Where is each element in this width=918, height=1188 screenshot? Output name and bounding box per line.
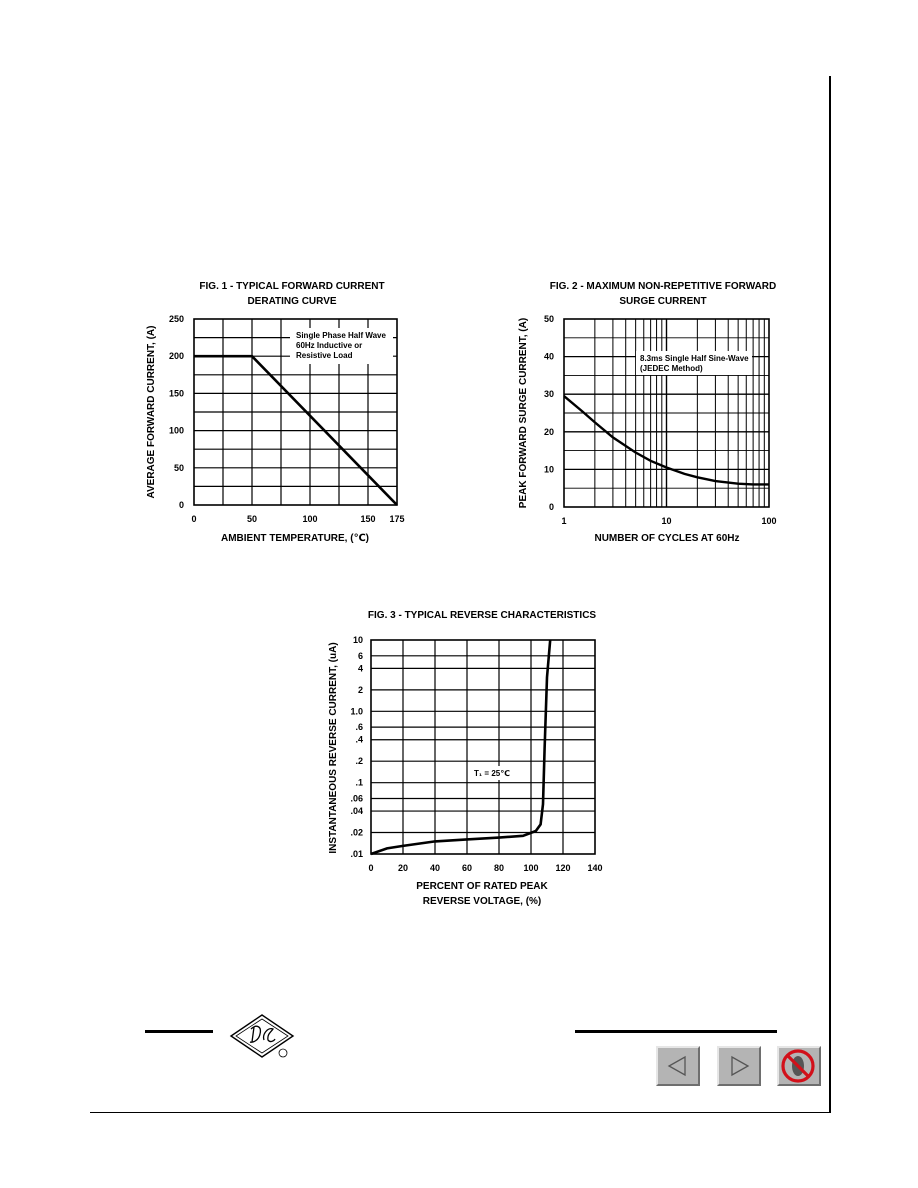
fig2-grid <box>564 319 769 507</box>
fig2-y-tick-label: 0 <box>548 502 554 512</box>
fig2-y-ticks <box>544 314 554 512</box>
fig2-y-tick-label: 40 <box>543 351 554 362</box>
fig1-x-tick-label: 50 <box>246 514 258 524</box>
fig1-title-line1: FIG. 1 - TYPICAL FORWARD CURRENT <box>199 281 385 292</box>
fig3-y-tick-label: .01 <box>350 849 363 859</box>
fig3-y-axis-label: INSTANTANEOUS REVERSE CURRENT, (uA) <box>328 642 339 854</box>
prev-arrow-icon <box>658 1048 698 1084</box>
fig2-annotation-line1: 8.3ms Single Half Sine-Wave <box>640 354 749 363</box>
fig1-annotation-line2: 60Hz Inductive or <box>296 341 363 350</box>
fig3-x-ticks <box>368 863 602 873</box>
fig2-annotation-line2: (JEDEC Method) <box>640 364 703 373</box>
fig3-x-tick-label: 20 <box>397 863 409 873</box>
prev-page-button[interactable] <box>656 1046 700 1086</box>
fig1-y-tick-label: 0 <box>178 500 184 510</box>
fig1-x-tick-label: 175 <box>389 514 405 524</box>
fig3-y-tick-label: 4 <box>357 663 363 674</box>
fig3-y-tick-label: 2 <box>357 684 363 695</box>
fig2-x-tick-label: 1 <box>561 516 567 526</box>
fig3-y-tick-label: .4 <box>355 734 363 745</box>
fig1-x-ticks <box>191 514 404 524</box>
fig3-y-tick-label: 6 <box>357 650 363 661</box>
fig1-y-axis-label: AVERAGE FORWARD CURRENT, (A) <box>146 325 157 499</box>
no-entry-icon <box>779 1048 819 1084</box>
footer-rule-left <box>145 1030 213 1033</box>
fig3-y-tick-label: 1.0 <box>350 706 363 717</box>
fig3-x-axis-label-line2: REVERSE VOLTAGE, (%) <box>422 896 542 907</box>
fig1-x-tick-label: 100 <box>302 514 318 524</box>
fig2-x-ticks <box>561 516 776 526</box>
fig2-y-tick-label: 30 <box>543 389 554 400</box>
fig1-x-axis-label: AMBIENT TEMPERATURE, (℃) <box>220 533 370 544</box>
fig1-y-tick-label: 150 <box>168 388 184 399</box>
fig3-y-tick-label: .04 <box>350 806 363 817</box>
fig2-x-tick-label: 10 <box>661 516 672 526</box>
fig1-y-tick-label: 100 <box>168 425 184 436</box>
fig1-y-tick-label: 50 <box>173 462 184 473</box>
next-page-button[interactable] <box>717 1046 761 1086</box>
fig1-title-line2: DERATING CURVE <box>247 296 337 307</box>
fig3-y-tick-label: .1 <box>355 777 363 788</box>
fig2-chart <box>510 308 800 548</box>
fig3-title: FIG. 3 - TYPICAL REVERSE CHARACTERISTICS <box>367 610 597 621</box>
fig1-annotation-line1: Single Phase Half Wave <box>296 331 386 340</box>
fig3-x-axis-label-line1: PERCENT OF RATED PEAK <box>416 881 548 892</box>
fig2-y-tick-label: 10 <box>543 464 554 475</box>
fig3-y-ticks <box>350 635 363 859</box>
fig1-y-tick-label: 200 <box>168 351 184 362</box>
fig3-grid <box>371 640 595 854</box>
fig3-y-tick-label: .6 <box>355 722 363 733</box>
footer-rule-right <box>575 1030 777 1033</box>
fig2-title-line2: SURGE CURRENT <box>619 296 707 307</box>
fig3-y-tick-label: 10 <box>352 635 363 645</box>
fig3-x-tick-label: 40 <box>429 863 441 873</box>
fig1-annotation-line3: Resistive Load <box>296 351 353 360</box>
fig1-y-tick-label: 250 <box>168 314 184 324</box>
fig3-chart <box>320 630 620 915</box>
fig3-y-tick-label: .06 <box>350 793 363 804</box>
next-arrow-icon <box>719 1048 759 1084</box>
fig3-x-tick-label: 100 <box>523 863 539 873</box>
fig1-x-tick-label: 150 <box>360 514 376 524</box>
fig3-x-tick-label: 80 <box>493 863 505 873</box>
fig3-y-tick-label: .02 <box>350 827 363 838</box>
fig3-annotation: T₁ = 25℃ <box>474 769 510 778</box>
fig1-x-tick-label: 0 <box>191 514 197 524</box>
fig2-y-axis-label: PEAK FORWARD SURGE CURRENT, (A) <box>518 317 529 509</box>
fig1-y-ticks <box>169 314 184 510</box>
fig3-series-line <box>371 640 550 854</box>
fig3-x-tick-label: 0 <box>368 863 374 873</box>
fig2-x-tick-label: 100 <box>761 516 777 526</box>
fig2-x-axis-label: NUMBER OF CYCLES AT 60Hz <box>594 533 740 544</box>
fig3-x-tick-label: 60 <box>461 863 473 873</box>
fig1-chart <box>140 308 420 548</box>
fig2-y-tick-label: 20 <box>543 426 554 437</box>
page-bottom-border <box>90 1112 831 1113</box>
fig2-y-tick-label: 50 <box>543 314 554 324</box>
fig3-plot-frame <box>371 640 595 854</box>
page-right-border <box>829 76 831 1112</box>
fig3-x-tick-label: 140 <box>587 863 603 873</box>
fig3-x-tick-label: 120 <box>555 863 571 873</box>
fig2-title-line1: FIG. 2 - MAXIMUM NON-REPETITIVE FORWARD <box>549 281 777 292</box>
company-logo <box>226 1012 296 1062</box>
fig3-y-tick-label: .2 <box>355 756 363 767</box>
exit-button[interactable] <box>777 1046 821 1086</box>
